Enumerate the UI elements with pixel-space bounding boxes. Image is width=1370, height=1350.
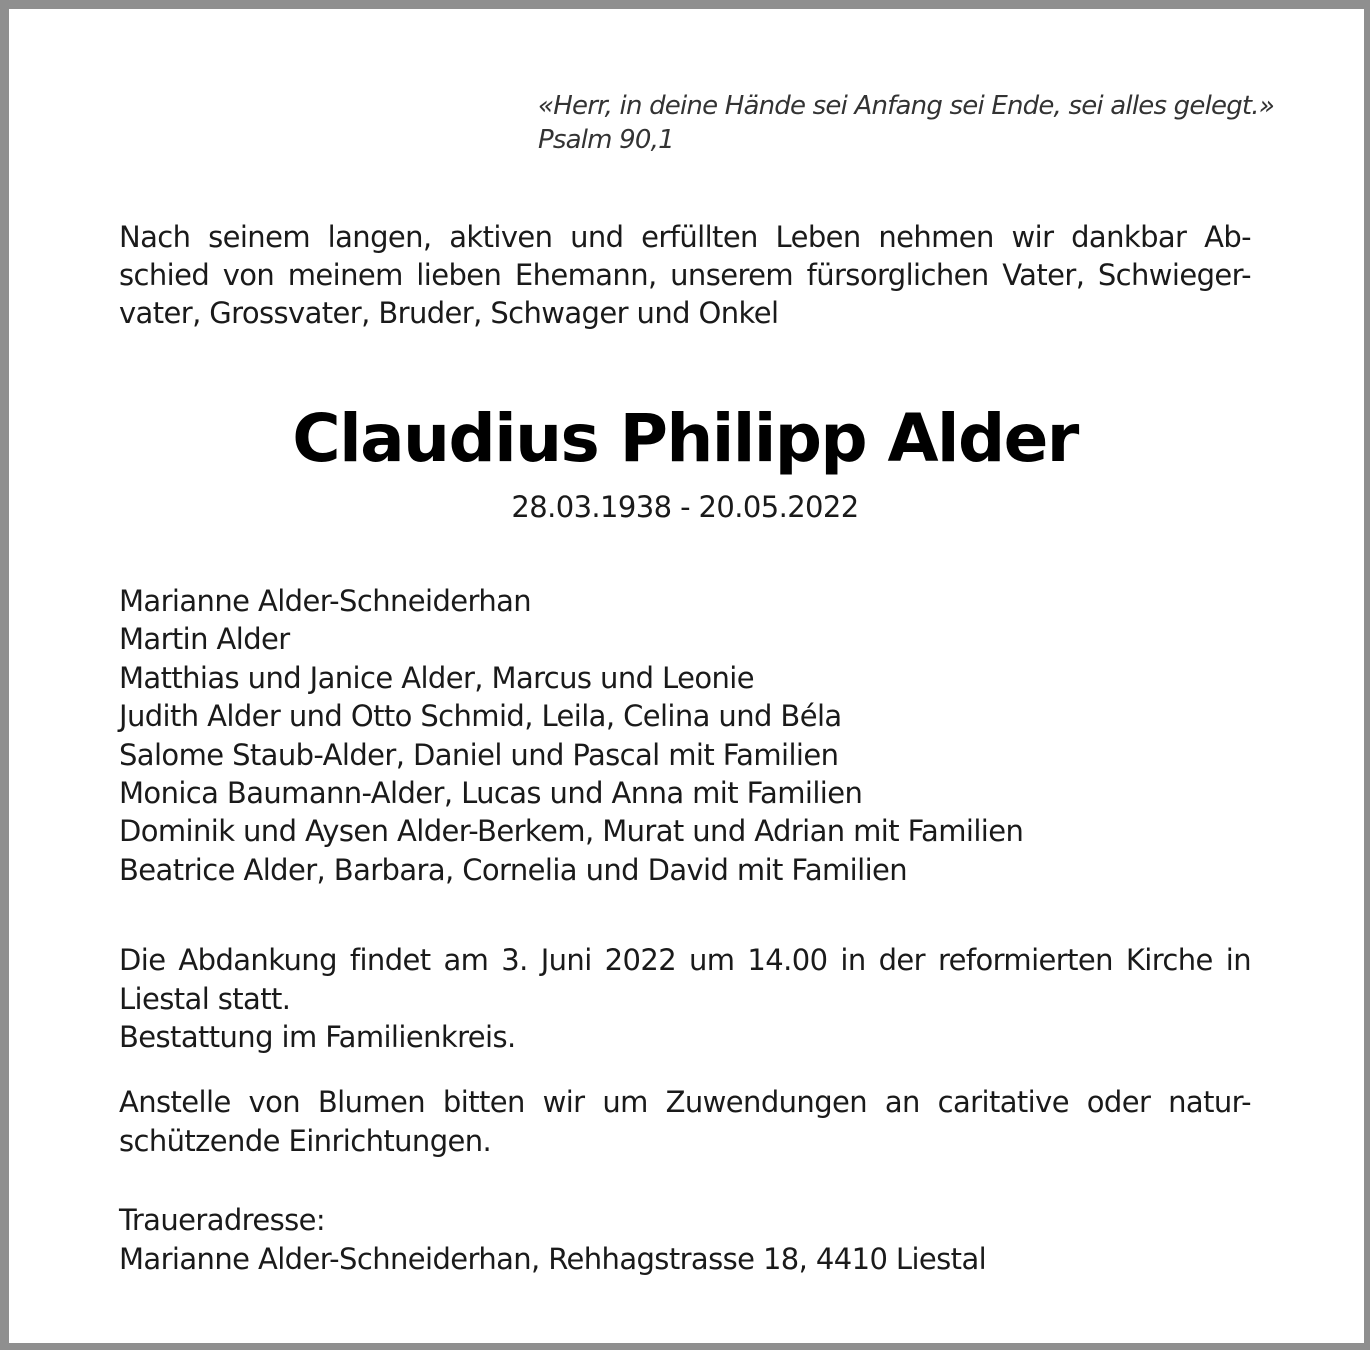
mourner-entry: Martin Alder [119, 622, 290, 657]
ceremony-line: Die Abdankung findet am 3. Juni 2022 um 14.00 in der reformierten Kirche in [119, 943, 1251, 977]
intro-line: schied von meinem lieben Ehemann, unserem fürsorglichen Vater, Schwieger- [119, 258, 1251, 292]
mourner-entry: Matthias und Janice Alder, Marcus und Leonie [119, 660, 754, 695]
mourner-entry: Marianne Alder-Schneiderhan [119, 584, 532, 618]
donation-line: schützende Einrichtungen. [119, 1123, 492, 1158]
psalm-quote-text: «Herr, in deine Hände sei Anfang sei Ende, sei alles gelegt.» [538, 91, 1275, 121]
mourners-list [119, 582, 1023, 889]
donation-line: Anstelle von Blumen bitten wir um Zuwendungen an caritative oder natur- [119, 1085, 1251, 1119]
mourner-entry: Salome Staub-Alder, Daniel und Pascal mit Familien [119, 737, 839, 772]
intro-line: Nach seinem langen, aktiven und erfüllten Leben nehmen wir dankbar Ab- [119, 220, 1251, 254]
psalm-quote [538, 89, 1274, 157]
ceremony-line: Liestal statt. [119, 981, 291, 1016]
mourner-entry: Judith Alder und Otto Schmid, Leila, Celina und Béla [119, 699, 842, 734]
address-value: Marianne Alder-Schneiderhan, Rehhagstrasse 18, 4410 Liestal [119, 1241, 987, 1276]
intro-paragraph [119, 218, 1251, 332]
mourner-entry: Monica Baumann-Alder, Lucas und Anna mit Familien [119, 776, 863, 811]
psalm-quote-source: Psalm 90,1 [538, 125, 674, 155]
burial-line: Bestattung im Familienkreis. [119, 1020, 516, 1054]
mourner-entry: Beatrice Alder, Barbara, Cornelia und David mit Familien [119, 852, 908, 887]
deceased-name: Claudius Philipp Alder [292, 400, 1078, 477]
mourner-entry: Dominik und Aysen Alder-Berkem, Murat und Adrian mit Familien [119, 814, 1024, 849]
donation-request [119, 1083, 1251, 1160]
ceremony-info [119, 941, 1251, 1057]
address-label: Traueradresse: [119, 1203, 326, 1237]
mourning-address [119, 1201, 1251, 1278]
life-dates: 28.03.1938 - 20.05.2022 [511, 490, 859, 524]
intro-line: vater, Grossvater, Bruder, Schwager und Onkel [119, 296, 779, 330]
